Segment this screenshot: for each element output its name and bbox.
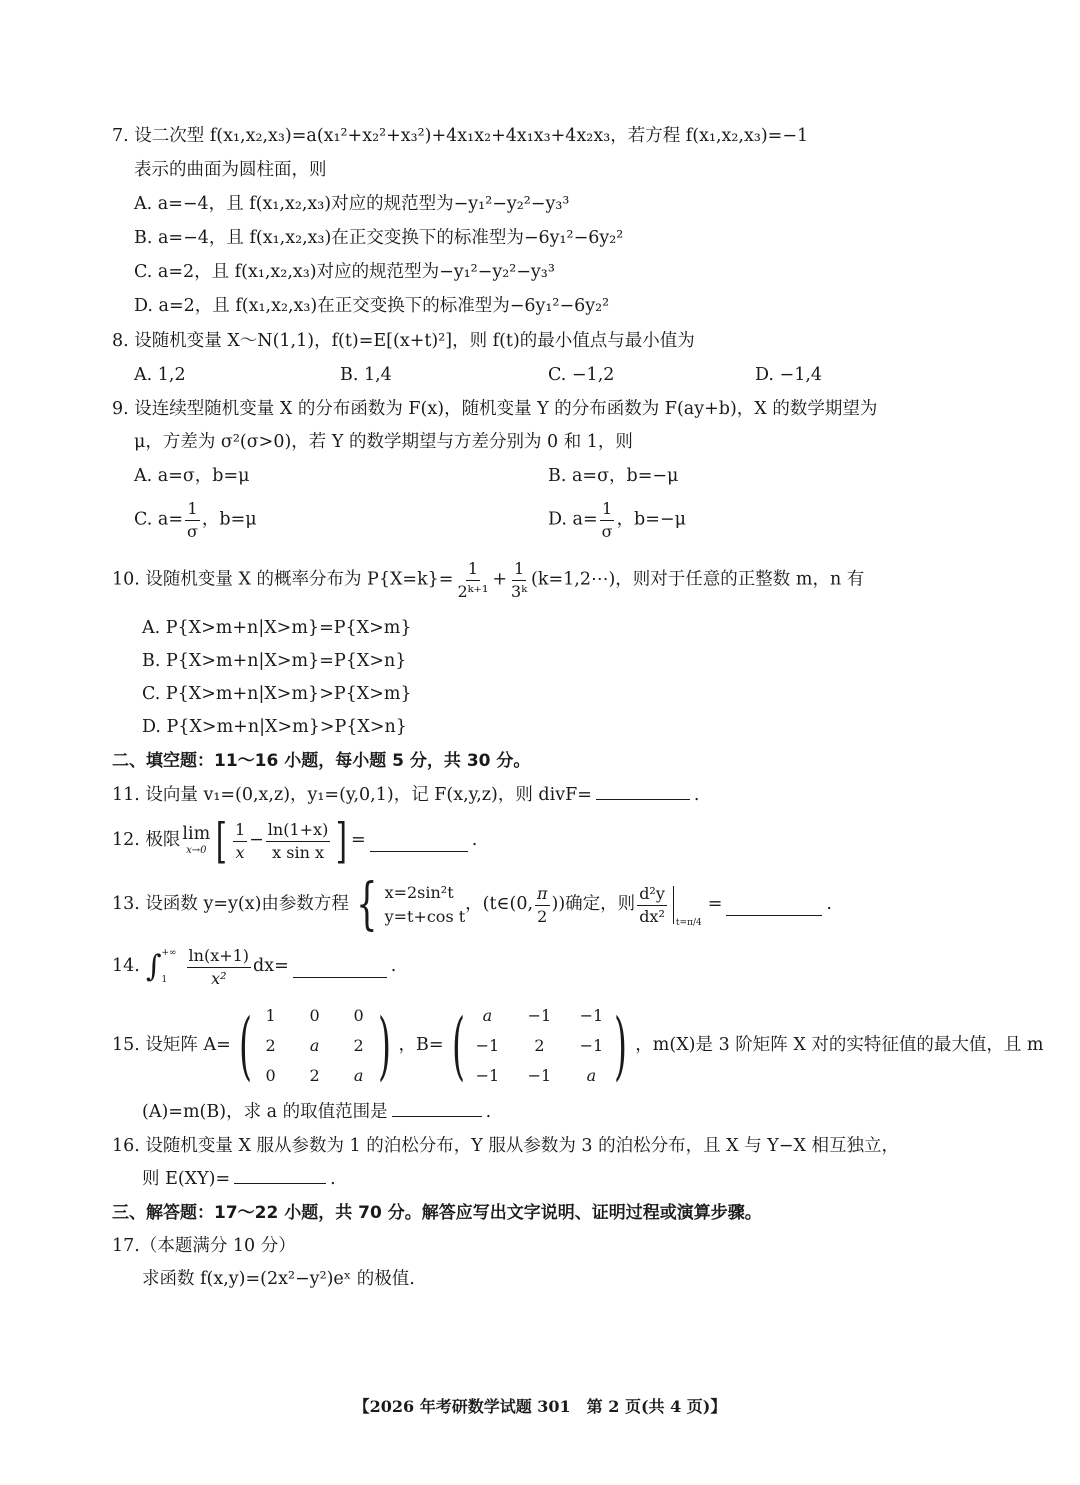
matrix-cell: 2 — [534, 1036, 545, 1055]
plus-sign: + — [492, 569, 508, 590]
q7-stem-line1: 7. 设二次型 f(x₁,x₂,x₃)=a(x₁²+x₂²+x₃²)+4x₁x₂+4x₁x₃+4x₂x₃，若方程 f(x₁,x₂,x₃)=−1 — [112, 126, 809, 146]
matrix-a-grid — [260, 1008, 370, 1084]
q10-stem-suffix: (k=1,2⋯)，则对于任意的正整数 m，n 有 — [531, 569, 865, 590]
answer-blank — [726, 913, 822, 916]
matrix-cell: 2 — [353, 1036, 364, 1055]
matrix-a — [231, 1003, 399, 1089]
q8-stem: 8. 设随机变量 X～N(1,1)，f(t)=E[(x+t)²]，则 f(t)的最小值点与最小值为 — [112, 331, 695, 351]
q13-stem — [112, 872, 832, 937]
q15-suffix: ，m(X)是 3 阶矩阵 X 对的实特征值的最大值，且 m — [635, 1035, 1044, 1056]
equals-sign: = — [351, 830, 366, 851]
matrix-cell: −1 — [475, 1036, 500, 1055]
q14-suffix: dx= — [253, 956, 289, 977]
fraction-denominator: 3ᵏ — [511, 581, 528, 601]
q12-prefix: 12. 极限 — [112, 830, 181, 851]
q15-line2-text: (A)=m(B)，求 a 的取值范围是 — [142, 1102, 388, 1122]
matrix-cell: 0 — [353, 1006, 364, 1025]
answer-blank — [293, 975, 387, 978]
answer-blank — [370, 849, 468, 852]
matrix-cell: −1 — [579, 1006, 604, 1025]
q14-integrand — [187, 947, 252, 987]
fraction-denominator: x sin x — [272, 842, 324, 862]
q9-option-c-fraction — [185, 500, 200, 540]
integral-sign: ∫ — [145, 949, 162, 984]
fraction-denominator: σ — [601, 521, 613, 541]
q8-option-a: A. 1,2 — [134, 365, 186, 385]
left-paren: ( — [238, 1003, 252, 1089]
limit-operator — [182, 826, 210, 856]
system-brace: { — [356, 872, 378, 937]
period: . — [826, 894, 832, 915]
system-equation-2: y=t+cos t — [384, 907, 466, 926]
period: . — [330, 1169, 336, 1189]
q10-option-a: A. P{X>m+n|X>m}=P{X>m} — [142, 618, 412, 638]
matrix-cell: a — [353, 1066, 364, 1085]
q12-fraction-1 — [233, 821, 247, 861]
fraction-denominator: σ — [187, 521, 198, 541]
q9-option-c-prefix: C. a= — [134, 509, 183, 530]
section-solution-heading: 三、解答题：17～22 小题，共 70 分。解答应写出文字说明、证明过程或演算步骤。 — [112, 1203, 762, 1223]
q13-prefix: 13. 设函数 y=y(x)由参数方程 — [112, 894, 349, 915]
q7-option-d: D. a=2，且 f(x₁,x₂,x₃)在正交变换下的标准型为−6y₁²−6y₂² — [134, 296, 610, 316]
fraction-numerator: 1 — [512, 560, 526, 581]
q13-condition-prefix: ，(t∈(0, — [465, 894, 534, 915]
q9-option-d — [548, 500, 686, 540]
q13-derivative — [637, 885, 667, 925]
fraction-numerator: ln(x+1) — [187, 947, 252, 968]
q10-stem — [112, 560, 864, 600]
fraction-denominator: x — [235, 842, 245, 862]
system-equation-1: x=2sin²t — [384, 883, 454, 902]
q11-stem — [112, 787, 699, 805]
q13-condition-fraction — [535, 885, 550, 925]
fraction-denominator: dx² — [639, 906, 665, 926]
minus-sign: − — [249, 830, 264, 851]
matrix-cell: 0 — [309, 1006, 320, 1025]
fraction-numerator: d²y — [637, 885, 667, 906]
q7-stem-line2: 表示的曲面为圆柱面，则 — [134, 160, 327, 180]
q17-body: 求函数 f(x,y)=(2x²−y²)eˣ 的极值. — [142, 1269, 415, 1289]
q9-option-c-suffix: ，b=μ — [201, 509, 257, 530]
q15-middle: ，B= — [398, 1035, 444, 1056]
q9-stem-line2: μ，方差为 σ²(σ>0)，若 Y 的数学期望与方差分别为 0 和 1，则 — [134, 432, 633, 452]
q15-prefix: 15. 设矩阵 A= — [112, 1035, 231, 1056]
q10-stem-prefix: 10. 设随机变量 X 的概率分布为 P{X=k}= — [112, 569, 454, 590]
matrix-b — [444, 1003, 636, 1089]
fraction-numerator: 1 — [466, 560, 480, 581]
q16-line2-text: 则 E(XY)= — [142, 1169, 231, 1189]
period: . — [390, 956, 397, 977]
q15-line2 — [142, 1104, 491, 1122]
q7-option-c: C. a=2，且 f(x₁,x₂,x₃)对应的规范型为−y₁²−y₂²−y₃³ — [134, 262, 555, 282]
q10-fraction-1 — [455, 560, 490, 600]
q15-stem — [112, 1002, 1044, 1090]
q9-option-c — [134, 500, 257, 540]
fraction-numerator: π — [535, 885, 550, 906]
section-fill-in-heading: 二、填空题：11～16 小题，每小题 5 分，共 30 分。 — [112, 751, 531, 771]
matrix-cell: 0 — [265, 1066, 276, 1085]
q9-option-a: A. a=σ，b=μ — [134, 466, 250, 486]
right-bracket: ] — [336, 813, 348, 869]
fraction-numerator: ln(1+x) — [266, 821, 331, 842]
q16-stem-line2 — [142, 1171, 336, 1189]
evaluation-bar — [673, 886, 674, 924]
right-paren: ) — [614, 1003, 628, 1089]
q17-header: 17.（本题满分 10 分） — [112, 1236, 296, 1256]
integral-upper-limit: +∞ — [161, 948, 177, 958]
equals-sign: = — [707, 894, 723, 915]
page-footer: 【2026 年考研数学试题 301 第 2 页(共 4 页)】 — [353, 1397, 727, 1416]
q10-fraction-2 — [509, 560, 529, 600]
q9-stem-line1: 9. 设连续型随机变量 X 的分布函数为 F(x)，随机变量 Y 的分布函数为 F(ay+b)，X 的数学期望为 — [112, 399, 878, 419]
integral-lower-limit: 1 — [161, 975, 168, 985]
matrix-cell: 1 — [265, 1006, 276, 1025]
period: . — [693, 785, 700, 805]
matrix-b-grid — [472, 1008, 606, 1084]
fraction-denominator: 2 — [537, 906, 548, 926]
evaluation-point: t=π/4 — [675, 918, 702, 928]
q12-fraction-2 — [266, 821, 331, 861]
matrix-cell: a — [482, 1006, 493, 1025]
period: . — [471, 830, 478, 851]
limit-label: lim — [182, 824, 211, 845]
limit-subscript: x→0 — [186, 844, 207, 856]
q11-text: 11. 设向量 v₁=(0,x,z)，y₁=(y,0,1)，记 F(x,y,z)，则 divF= — [112, 785, 592, 805]
matrix-cell: −1 — [527, 1066, 552, 1085]
q8-option-d: D. −1,4 — [755, 365, 823, 385]
left-paren: ( — [451, 1003, 465, 1089]
parametric-system — [385, 885, 466, 925]
matrix-cell: 2 — [265, 1036, 276, 1055]
q8-option-c: C. −1,2 — [548, 365, 615, 385]
period: . — [485, 1102, 492, 1122]
answer-blank — [234, 1181, 326, 1184]
integral — [146, 949, 177, 985]
q8-option-b: B. 1,4 — [340, 365, 392, 385]
q9-option-d-suffix: ，b=−μ — [616, 509, 686, 530]
right-paren: ) — [377, 1003, 391, 1089]
q14-stem — [112, 944, 396, 990]
q12-stem — [112, 813, 478, 869]
q16-stem-line1: 16. 设随机变量 X 服从参数为 1 的泊松分布，Y 服从参数为 3 的泊松分布，且 X 与 Y−X 相互独立， — [112, 1136, 899, 1156]
matrix-cell: −1 — [475, 1066, 500, 1085]
fraction-denominator: x² — [211, 968, 227, 988]
q14-number: 14. — [112, 956, 140, 977]
q10-option-d: D. P{X>m+n|X>m}>P{X>n} — [142, 717, 407, 737]
q10-option-c: C. P{X>m+n|X>m}>P{X>m} — [142, 684, 412, 704]
integral-limits — [161, 949, 176, 985]
q9-option-d-prefix: D. a= — [548, 509, 598, 530]
matrix-cell: −1 — [527, 1006, 552, 1025]
q7-option-b: B. a=−4，且 f(x₁,x₂,x₃)在正交变换下的标准型为−6y₁²−6y₂² — [134, 228, 624, 248]
matrix-cell: a — [586, 1066, 597, 1085]
q7-option-a: A. a=−4，且 f(x₁,x₂,x₃)对应的规范型为−y₁²−y₂²−y₃³ — [134, 194, 570, 214]
fraction-numerator: 1 — [233, 821, 247, 842]
q9-option-b: B. a=σ，b=−μ — [548, 466, 679, 486]
answer-blank — [392, 1114, 482, 1117]
fraction-denominator: 2ᵏ⁺¹ — [457, 581, 489, 601]
matrix-cell: −1 — [579, 1036, 604, 1055]
matrix-cell: 2 — [309, 1066, 320, 1085]
q10-option-b: B. P{X>m+n|X>m}=P{X>n} — [142, 651, 407, 671]
matrix-cell: a — [309, 1036, 320, 1055]
fraction-numerator: 1 — [600, 500, 614, 521]
q13-condition-suffix: ))确定，则 — [551, 894, 636, 915]
fraction-numerator: 1 — [185, 500, 199, 521]
answer-blank — [596, 797, 690, 800]
left-bracket: [ — [215, 813, 228, 869]
q9-option-d-fraction — [600, 500, 615, 540]
